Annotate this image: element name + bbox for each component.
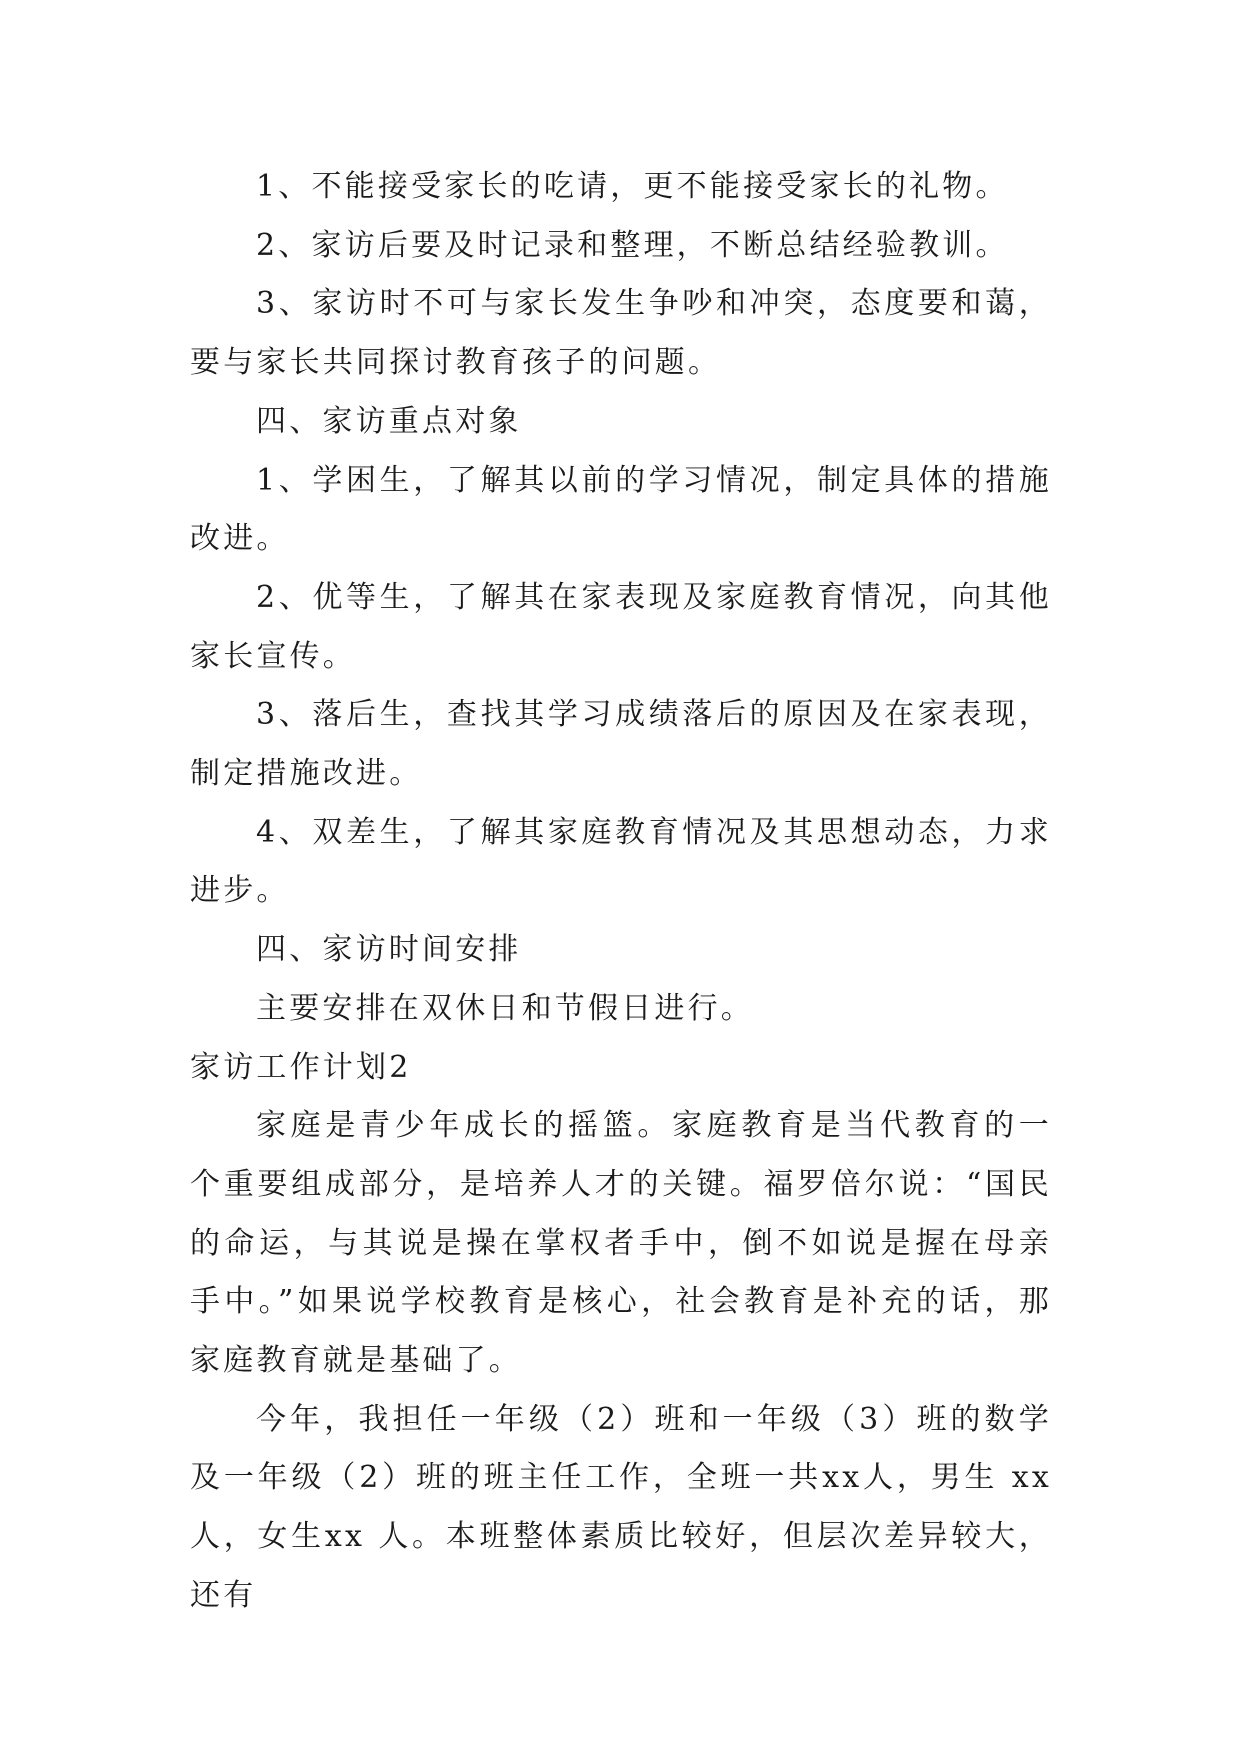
target-paragraph-1: 1、学困生，了解其以前的学习情况，制定具体的措施改进。: [190, 462, 1052, 557]
rule-paragraph-3: 3、家访时不可与家长发生争吵和冲突，态度要和蔼，要与家长共同探讨教育孩子的问题。: [190, 286, 1052, 381]
plan-title: 家访工作计划2: [190, 1049, 412, 1085]
section-heading-key-targets: 四、家访重点对象: [256, 403, 522, 439]
rule-paragraph-2: 2、家访后要及时记录和整理，不断总结经验教训。: [256, 227, 1009, 263]
document-body: [190, 158, 1052, 1626]
class-paragraph: 今年，我担任一年级（2）班和一年级（3）班的数学及一年级（2）班的班主任工作，全班一共xx人，男生 xx 人，女生xx 人。本班整体素质比较好，但层次差异较大，还有: [190, 1401, 1052, 1613]
rule-paragraph-1: 1、不能接受家长的吃请，更不能接受家长的礼物。: [256, 169, 1009, 204]
target-paragraph-4: 4、双差生，了解其家庭教育情况及其思想动态，力求进步。: [190, 814, 1052, 909]
schedule-paragraph: 主要安排在双休日和节假日进行。: [256, 990, 754, 1026]
intro-paragraph: 家庭是青少年成长的摇篮。家庭教育是当代教育的一个重要组成部分，是培养人才的关键。福罗倍尔说：“国民的命运，与其说是操在掌权者手中，倒不如说是握在母亲手中。”如果说学校教育是核心，社会教育是补充的话，那家庭教育就是基础了。: [190, 1108, 1052, 1379]
target-paragraph-3: 3、落后生，查找其学习成绩落后的原因及在家表现，制定措施改进。: [190, 697, 1052, 792]
section-heading-schedule: 四、家访时间安排: [256, 932, 522, 968]
target-paragraph-2: 2、优等生，了解其在家表现及家庭教育情况，向其他家长宣传。: [190, 579, 1052, 674]
